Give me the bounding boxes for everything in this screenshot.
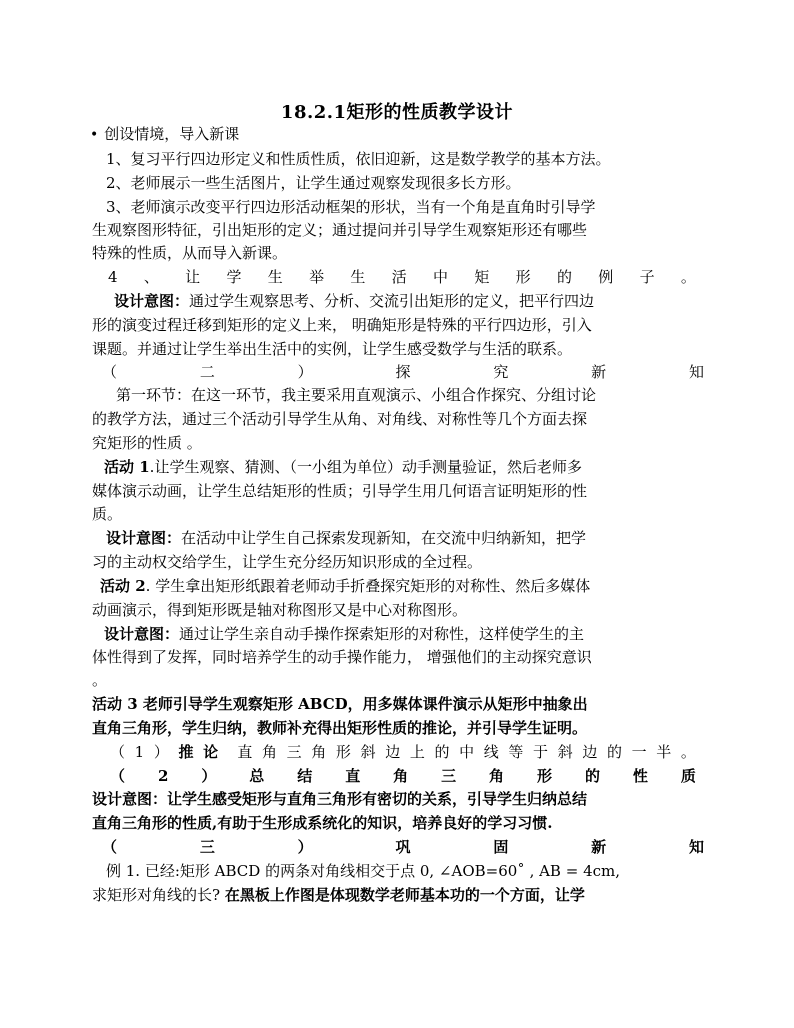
paragraph-line: 媒体演示动画，让学生总结矩形的性质；引导学生用几何语言证明矩形的性 bbox=[92, 482, 588, 500]
char: 形 bbox=[515, 268, 531, 286]
intent-text: 通过让学生亲自动手操作探索矩形的对称性，这样使学生的主 bbox=[179, 625, 585, 643]
intent-paragraph bbox=[106, 526, 586, 550]
activity-text: . 学生拿出矩形纸跟着老师动手折叠探究矩形的对称性、然后多媒体 bbox=[145, 577, 591, 595]
char: 斜 bbox=[557, 743, 573, 761]
char: （ bbox=[102, 838, 118, 856]
char: 2 bbox=[157, 767, 169, 785]
char: 巩 bbox=[395, 838, 411, 856]
intent-paragraph bbox=[114, 289, 594, 313]
paragraph-line: 直角三角形，学生归纳，教师补充得出矩形性质的推论，并引导学生证明。 bbox=[92, 719, 588, 737]
intent-label: 设计意图： bbox=[104, 625, 180, 643]
section-heading-text: 创设情境，导入新课 bbox=[104, 125, 240, 143]
activity-text: .让学生观察、猜测、（一小组为单位）动手测量验证，然后老师多 bbox=[149, 458, 582, 476]
document-title: 18.2.1矩形的性质教学设计 bbox=[280, 102, 514, 123]
char: 例 bbox=[598, 268, 614, 286]
paragraph-line: 体性得到了发挥，同时培养学生的动手操作能力， 增强他们的主动探究意识 bbox=[92, 648, 592, 666]
char: 中 bbox=[459, 743, 475, 761]
paragraph-line: 第一环节：在这一环节，我主要采用直观演示、小组合作探究、分组讨论 bbox=[116, 386, 597, 404]
corollary-line bbox=[110, 764, 696, 788]
paragraph-line: 习的主动权交给学生，让学生充分经历知识形成的全过程。 bbox=[92, 553, 483, 571]
char: 矩 bbox=[474, 268, 490, 286]
paragraph-line: 生观察图形特征，引出矩形的定义；通过提问并引导学生观察矩形还有哪些 bbox=[92, 221, 588, 239]
char: 。 bbox=[680, 743, 696, 761]
activity-label: 活动 1 bbox=[104, 458, 150, 476]
paragraph-line: 直角三角形的性质,有助于生形成系统化的知识，培养良好的学习习惯. bbox=[92, 814, 553, 832]
paragraph-line: 2、老师展示一些生活图片，让学生通过观察发现很多长方形。 bbox=[106, 174, 521, 192]
paragraph-line: 。 bbox=[92, 671, 108, 689]
char: 线 bbox=[483, 743, 499, 761]
section-heading-justified bbox=[102, 835, 704, 859]
char: 生 bbox=[350, 268, 366, 286]
char: 直 bbox=[237, 743, 253, 761]
char: （ bbox=[102, 363, 118, 381]
paragraph-line: 质。 bbox=[92, 505, 123, 523]
activity-label: 活动 2 bbox=[100, 577, 146, 595]
section-heading-justified bbox=[102, 360, 704, 384]
char: 边 bbox=[582, 743, 598, 761]
char: 的 bbox=[606, 743, 622, 761]
char: ） bbox=[297, 838, 313, 856]
activity-paragraph bbox=[104, 455, 582, 479]
char: 一 bbox=[631, 743, 647, 761]
char: 生 bbox=[267, 268, 283, 286]
char: 的 bbox=[556, 268, 572, 286]
char: 让 bbox=[185, 268, 201, 286]
paragraph-line: 究矩形的性质 。 bbox=[92, 434, 202, 452]
char: 的 bbox=[434, 743, 450, 761]
char: ） bbox=[201, 767, 217, 785]
char: 知 bbox=[688, 838, 704, 856]
char: ） bbox=[153, 743, 169, 761]
char: 斜 bbox=[360, 743, 376, 761]
char: 总 bbox=[249, 767, 265, 785]
char: 角 bbox=[393, 767, 409, 785]
char: 探 bbox=[395, 363, 411, 381]
char: 。 bbox=[680, 268, 696, 286]
char: 新 bbox=[591, 838, 607, 856]
intent-text: 通过学生观察思考、分析、交流引出矩形的定义，把平行四边 bbox=[189, 292, 595, 310]
char: 角 bbox=[489, 767, 505, 785]
char: 固 bbox=[493, 838, 509, 856]
char: 三 bbox=[199, 838, 215, 856]
char: 1 bbox=[134, 743, 145, 761]
paragraph-line: 特殊的性质，从而导入新课。 bbox=[92, 244, 288, 262]
char: 于 bbox=[533, 743, 549, 761]
paragraph-line bbox=[92, 883, 585, 907]
char: 形 bbox=[335, 743, 351, 761]
bullet-icon: • bbox=[90, 127, 99, 143]
char: 边 bbox=[385, 743, 401, 761]
paragraph-line: 的教学方法，通过三个活动引导学生从角、对角线、对称性等几个方面去探 bbox=[92, 410, 588, 428]
paragraph-line: 活动 3 老师引导学生观察矩形 ABCD，用多媒体课件演示从矩形中抽象出 bbox=[92, 695, 588, 713]
char: （ bbox=[110, 767, 126, 785]
paragraph-line: 课题。并通过让学生举出生活中的实例，让学生感受数学与生活的联系。 bbox=[92, 340, 573, 358]
char: 等 bbox=[508, 743, 524, 761]
char: 质 bbox=[680, 767, 696, 785]
char: 三 bbox=[286, 743, 302, 761]
char: 角 bbox=[262, 743, 278, 761]
char: 性 bbox=[632, 767, 648, 785]
char: 4 bbox=[108, 268, 118, 286]
char: 举 bbox=[309, 268, 325, 286]
intent-label: 设计意图： bbox=[106, 529, 182, 547]
paragraph-line: 动画演示，得到矩形既是轴对称图形又是中心对称图形。 bbox=[92, 601, 468, 619]
char: 角 bbox=[311, 743, 327, 761]
paragraph-line: 形的演变过程迁移到矩形的定义上来， 明确矩形是特殊的平行四边形，引入 bbox=[92, 316, 592, 334]
paragraph-line: 例 1. 已经:矩形 ABCD 的两条对角线相交于点 0, ∠AOB=60˚ , AB = 4cm, bbox=[106, 862, 621, 880]
char: 结 bbox=[297, 767, 313, 785]
char: 究 bbox=[493, 363, 509, 381]
paragraph-line: 1、复习平行四边形定义和性质性质，依旧迎新，这是数学教学的基本方法。 bbox=[106, 150, 611, 168]
char: 直 bbox=[345, 767, 361, 785]
char: 知 bbox=[688, 363, 704, 381]
activity-paragraph bbox=[100, 574, 590, 598]
char: 、 bbox=[143, 268, 159, 286]
char: （ bbox=[110, 743, 126, 761]
char: 推 bbox=[178, 743, 194, 761]
char: 三 bbox=[441, 767, 457, 785]
char: 活 bbox=[391, 268, 407, 286]
char: 形 bbox=[537, 767, 553, 785]
paragraph-line: 3、老师演示改变平行四边形活动框架的形状，当有一个角是直角时引导学 bbox=[106, 198, 596, 216]
char: 论 bbox=[203, 743, 219, 761]
char: 新 bbox=[591, 363, 607, 381]
char: 半 bbox=[656, 743, 672, 761]
paragraph-line: 设计意图：让学生感受矩形与直角三角形有密切的关系，引导学生归纳总结 bbox=[92, 790, 588, 808]
char: 二 bbox=[199, 363, 215, 381]
char: 中 bbox=[433, 268, 449, 286]
section-heading bbox=[90, 122, 239, 147]
char: 子 bbox=[639, 268, 655, 286]
corollary-line bbox=[110, 740, 696, 764]
intent-label: 设计意图： bbox=[114, 292, 190, 310]
example-bold-text: 在黑板上作图是体现数学老师基本功的一个方面，让学 bbox=[224, 886, 585, 904]
intent-paragraph bbox=[104, 622, 584, 646]
char: 的 bbox=[584, 767, 600, 785]
justified-line bbox=[108, 265, 696, 289]
intent-text: 在活动中让学生自己探索发现新知，在交流中归纳新知，把学 bbox=[181, 529, 587, 547]
example-text: 求矩形对角线的长? bbox=[92, 886, 225, 904]
char: ） bbox=[297, 363, 313, 381]
char: 学 bbox=[226, 268, 242, 286]
char: 上 bbox=[409, 743, 425, 761]
